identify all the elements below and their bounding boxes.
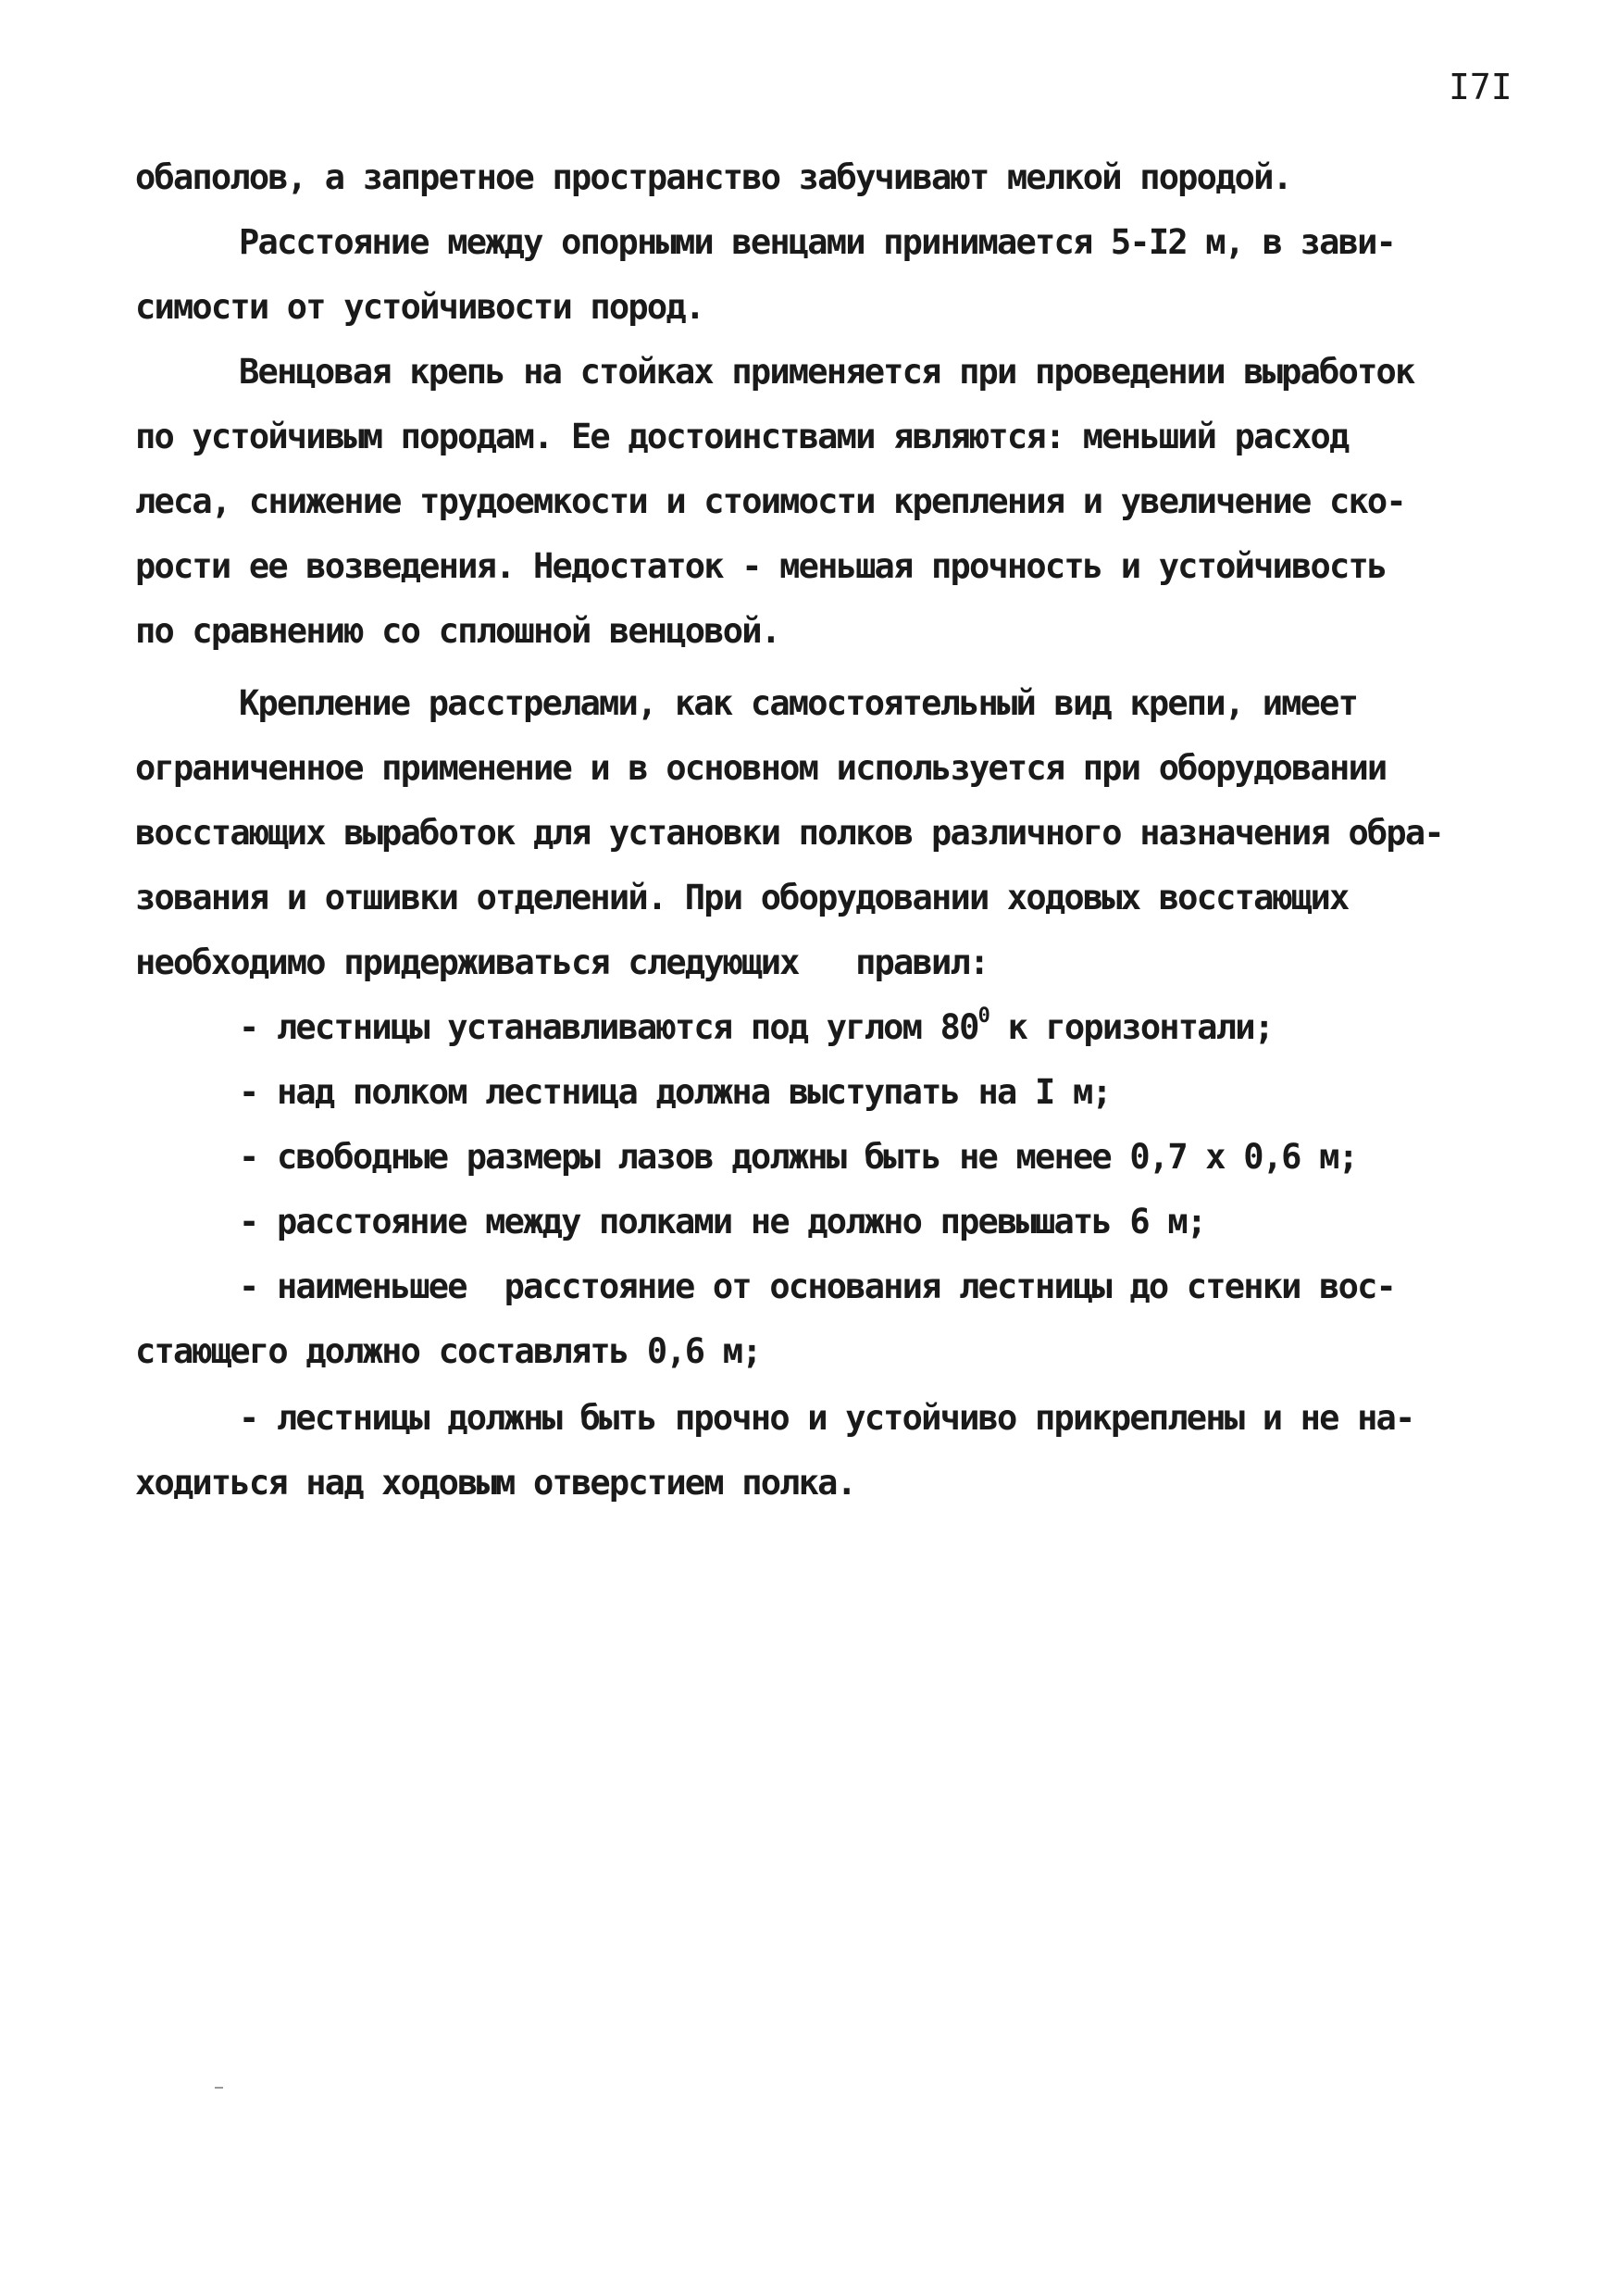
text-line: - над полком лестница должна выступать на I м;: [239, 1072, 1111, 1112]
text-line: по сравнению со сплошной венцовой.: [135, 611, 780, 651]
text-line: Расстояние между опорными венцами принимается 5-I2 м, в зави-: [239, 222, 1396, 262]
text-line: Крепление расстрелами, как самостоятельный вид крепи, имеет: [239, 683, 1358, 723]
text-line: симости от устойчивости пород.: [135, 287, 704, 327]
text-line: по устойчивым породам. Ее достоинствами являются: меньший расход: [135, 417, 1349, 456]
text-fragment: к горизонтали;: [989, 1007, 1274, 1047]
text-line: необходимо придерживаться следующих правил:: [135, 942, 989, 982]
page-number: I7I: [1449, 67, 1512, 107]
text-fragment: - лестницы устанавливаются под углом 80: [239, 1007, 978, 1047]
text-line: - расстояние между полками не должно превышать 6 м;: [239, 1202, 1206, 1242]
text-line: стающего должно составлять 0,6 м;: [135, 1331, 761, 1371]
text-line: - лестницы должны быть прочно и устойчиво прикреплены и не на-: [239, 1398, 1414, 1438]
text-line: [239, 1004, 1274, 1047]
text-line: - свободные размеры лазов должны быть не менее 0,7 х 0,6 м;: [239, 1137, 1358, 1177]
text-line: ограниченное применение и в основном используется при оборудовании: [135, 748, 1387, 788]
text-line: обаполов, а запретное пространство забучивают мелкой породой.: [135, 157, 1292, 197]
text-line: - наименьшее расстояние от основания лестницы до стенки вос-: [239, 1267, 1396, 1306]
text-line: Венцовая крепь на стойках применяется при проведении выработок: [239, 352, 1414, 392]
text-line: восстающих выработок для установки полков различного назначения обра-: [135, 813, 1443, 853]
scan-speck: [215, 2087, 223, 2089]
text-line: леса, снижение трудоемкости и стоимости крепления и увеличение ско-: [135, 481, 1405, 521]
degree-superscript: 0: [977, 1004, 989, 1028]
text-line: ходиться над ходовым отверстием полка.: [135, 1463, 856, 1503]
text-line: рости ее возведения. Недостаток - меньшая прочность и устойчивость: [135, 546, 1387, 586]
text-line: зования и отшивки отделений. При оборудовании ходовых восстающих: [135, 878, 1349, 917]
